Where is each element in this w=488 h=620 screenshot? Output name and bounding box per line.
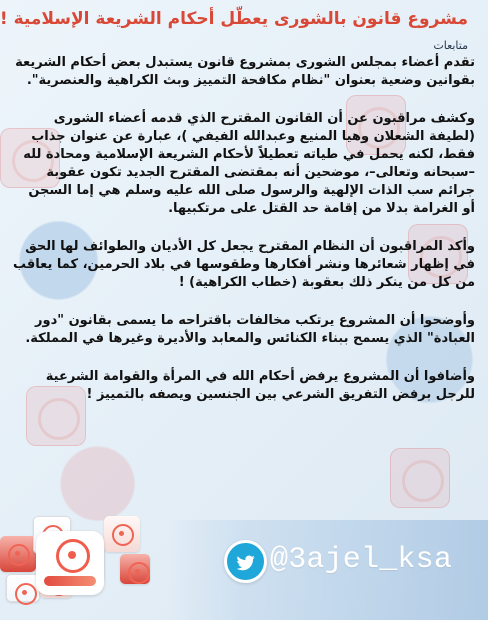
- news-logo-icon: [6, 574, 40, 602]
- article-body: [13, 54, 475, 404]
- social-handle: @3ajel_ksa: [270, 543, 453, 577]
- twitter-icon: [224, 540, 267, 583]
- news-logo-icon: [0, 536, 36, 572]
- background-logo-icon: [390, 448, 450, 508]
- article-title: مشروع قانون بالشورى يعطّل أحكام الشريعة الإسلامية !: [0, 9, 468, 29]
- news-logo-icon: [36, 531, 104, 595]
- article-paragraph: تقدم أعضاء بمجلس الشورى بمشروع قانون يستبدل بعض أحكام الشريعة بقوانين وضعية بعنوان "نظام مكافحة التمييز وبث الكراهية والعنصرية".: [15, 55, 475, 88]
- article-paragraph: وأكد المراقبون أن النظام المقترح يجعل كل الأديان والطوائف لها الحق في إظهار شعائرها ونشر أفكارها وطقوسها في بلاد الحرمين، كما يعاقب من كل من ينكر ذلك بعقوبة (خطاب الكراهية) !: [13, 239, 475, 290]
- article-paragraph: وأضافوا أن المشروع يرفض أحكام الله في المرأة والقوامة الشرعية للرجل برفض التفريق الشرعي بين الجنسين ويصفه بالتمييز !: [45, 369, 475, 402]
- article-paragraph: وأوضحوا أن المشروع يرتكب مخالفات باقتراحه ما يسمى بقانون "دور العبادة" الذي يسمح ببناء الكنائس والمعابد والأديرة وغيرها في المملكة.: [25, 313, 475, 346]
- article-subtitle: متابعات: [433, 39, 468, 52]
- social-handle-banner: [168, 520, 488, 620]
- news-logo-icon: [120, 554, 150, 584]
- news-logo-icon: [104, 516, 140, 552]
- brand-logo-cluster: [0, 516, 150, 602]
- article-paragraph: وكشف مراقبون عن أن القانون المقترح الذي قدمه أعضاء الشورى (لطيفة الشعلان وهيا المنيع وعبدالله الفيفي )، عبارة عن عنوان جذاب فقط، لكنه يحمل في طياته تعطيلاً لأحكام الشريعة الإسلامية ومحادة لله –سبحانه وتعالى–، موضحين أنه بمقتضى المقترح الجديد تكون عقوبة جرائم سب الذات الإلهية والرسول صلى الله عليه وسلم هي إما السجن أو الغرامة بدلا من إقامة حد القتل على مرتكبيها.: [23, 111, 475, 216]
